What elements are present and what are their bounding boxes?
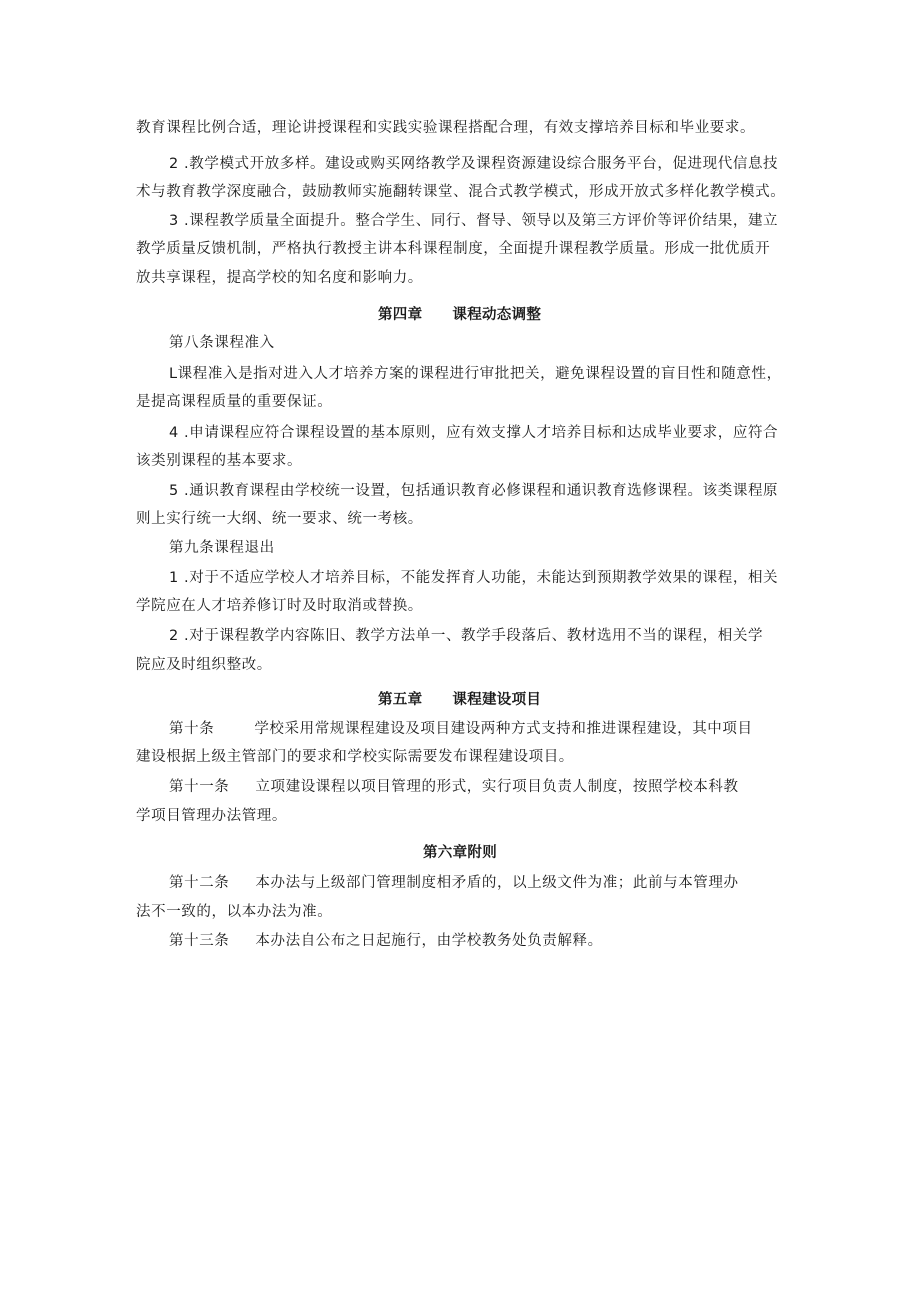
chapter-heading: 第六章附则 <box>423 845 497 861</box>
paragraph-line: 放共享课程，提高学校的知名度和影响力。 <box>136 270 423 286</box>
article-text: 本办法自公布之日起施行，由学校教务处负责解释。 <box>255 933 603 949</box>
chapter-heading <box>378 305 541 325</box>
paragraph-line: 建设根据上级主管部门的要求和学校实际需要发布课程建设项目。 <box>136 749 574 765</box>
chapter-number: 第四章 <box>378 307 423 323</box>
paragraph-line: L课程准入是指对进入人才培养方案的课程进行审批把关，避免课程设置的盲目性和随意性， <box>169 366 782 382</box>
paragraph-line: 教学质量反馈机制，严格执行教授主讲本科课程制度，全面提升课程教学质量。形成一批优质开 <box>136 241 771 257</box>
paragraph-line: 1 .对于不适应学校人才培养目标，不能发挥育人功能，未能达到预期教学效果的课程，相关 <box>169 570 779 586</box>
paragraph-line: 则上实行统一大纲、统一要求、统一考核。 <box>136 511 423 527</box>
chapter-number: 第五章 <box>378 692 423 708</box>
article-text: 学校采用常规课程建设及项目建设两种方式支持和推进课程建设，其中项目 <box>254 721 753 737</box>
article-heading: 第八条课程准入 <box>169 335 275 351</box>
paragraph-line <box>169 777 739 797</box>
paragraph-line: 学项目管理办法管理。 <box>136 808 287 824</box>
article-label: 第十三条 <box>169 933 230 949</box>
article-label: 第十二条 <box>169 875 230 891</box>
article-label: 第十一条 <box>169 779 230 795</box>
paragraph-line: 法不一致的，以本办法为准。 <box>136 904 333 920</box>
paragraph-line: 该类别课程的基本要求。 <box>136 453 303 469</box>
paragraph-line <box>169 719 753 739</box>
paragraph-line: 4 .申请课程应符合课程设置的基本原则，应有效支撑人才培养目标和达成毕业要求，应符合 <box>169 425 779 441</box>
paragraph-line: 2 .教学模式开放多样。建设或购买网络教学及课程资源建设综合服务平台，促进现代信息技 <box>169 156 779 172</box>
article-label: 第十条 <box>169 721 215 737</box>
paragraph-line: 院应及时组织整改。 <box>136 657 272 673</box>
paragraph-line: 是提高课程质量的重要保证。 <box>136 394 333 410</box>
article-text: 本办法与上级部门管理制度相矛盾的，以上级文件为准；此前与本管理办 <box>255 875 739 891</box>
paragraph-line: 教育课程比例合适，理论讲授课程和实践实验课程搭配合理，有效支撑培养目标和毕业要求。 <box>136 120 756 136</box>
paragraph-line: 学院应在人才培养修订时及时取消或替换。 <box>136 598 423 614</box>
paragraph-line <box>169 873 739 893</box>
chapter-title: 课程动态调整 <box>452 307 542 323</box>
paragraph-line <box>169 931 603 951</box>
chapter-title: 课程建设项目 <box>452 692 542 708</box>
article-heading: 第九条课程退出 <box>169 540 275 556</box>
paragraph-line: 术与教育教学深度融合，鼓励教师实施翻转课堂、混合式教学模式，形成开放式多样化教学模式。 <box>136 184 786 200</box>
paragraph-line: 5 .通识教育课程由学校统一设置，包括通识教育必修课程和通识教育选修课程。该类课程原 <box>169 483 779 499</box>
chapter-heading <box>378 690 541 710</box>
paragraph-line: 3 .课程教学质量全面提升。整合学生、同行、督导、领导以及第三方评价等评价结果，建立 <box>169 213 779 229</box>
article-text: 立项建设课程以项目管理的形式，实行项目负责人制度，按照学校本科教 <box>255 779 739 795</box>
paragraph-line: 2 .对于课程教学内容陈旧、教学方法单一、教学手段落后、教材选用不当的课程，相关学 <box>169 628 764 644</box>
